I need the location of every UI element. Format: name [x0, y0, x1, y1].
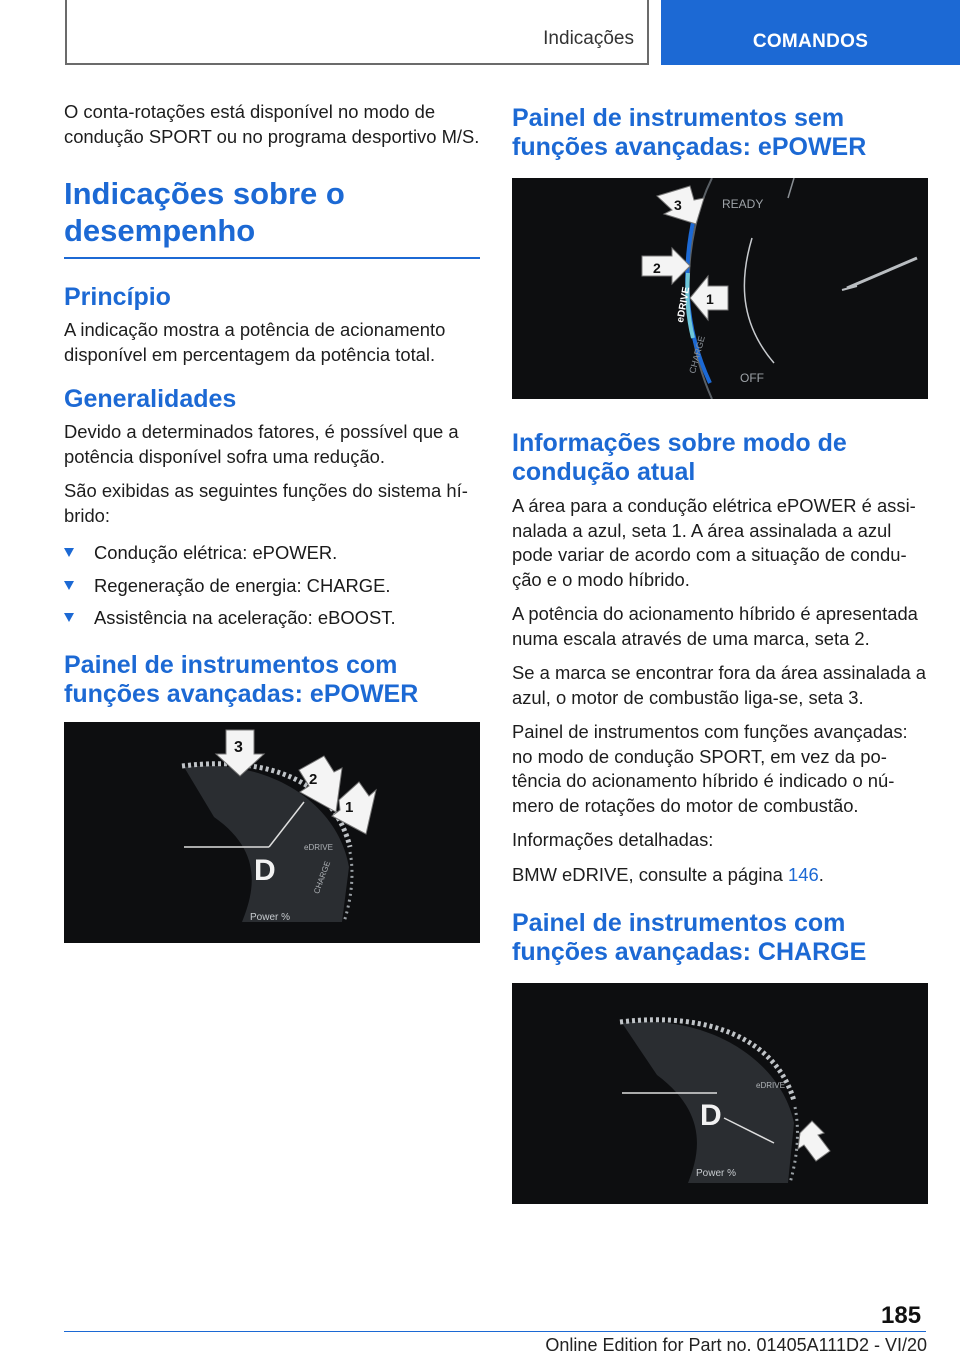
- footer-rule: [64, 1331, 926, 1332]
- triangle-bullet-icon: [64, 581, 74, 590]
- figure-advanced-epower: [64, 722, 480, 943]
- charge-label: CHARGE: [687, 334, 707, 375]
- off-label: OFF: [740, 371, 764, 385]
- header-rule-right: [647, 0, 649, 64]
- principio-text: A indicação mostra a potência de acionamento disponível em percentagem da potência total.: [64, 319, 446, 365]
- heading-generalidades: Generalidades: [64, 385, 237, 413]
- page-reference-link[interactable]: 146: [788, 863, 819, 885]
- hybrid-functions-list: [64, 541, 480, 631]
- power-percent-label: Power %: [696, 1168, 737, 1179]
- triangle-bullet-icon: [64, 613, 74, 622]
- footer-edition-text: Online Edition for Part no. 01405A111D2 - VI/20: [545, 1335, 927, 1355]
- triangle-bullet-icon: [64, 548, 74, 557]
- svg-text:1: 1: [345, 798, 354, 816]
- svg-text:1: 1: [706, 291, 714, 307]
- header-section-title: Indicações: [543, 28, 634, 49]
- svg-text:3: 3: [674, 197, 682, 213]
- page-number: 185: [881, 1302, 922, 1329]
- figure-basic-epower: [512, 178, 928, 399]
- intro-paragraph: O conta-rotações está disponível no modo de condução SPORT ou no programa desportivo M/S.: [64, 101, 480, 147]
- heading-advanced-epower: Painel de instrumentos com funções avançadas: ePOWER: [64, 650, 419, 708]
- ready-label: READY: [722, 197, 764, 211]
- info-paragraph-5: Informações detalhadas:: [512, 829, 714, 850]
- gear-indicator: D: [254, 853, 276, 887]
- info-paragraph-2: A potência do acionamento híbrido é apresentada numa escala através de uma marca, seta 2.: [512, 603, 918, 649]
- list-item: Condução elétrica: ePOWER.: [64, 541, 480, 566]
- info-paragraph-3: Se a marca se encontrar fora da área assinalada a azul, o motor de combustão liga-se, seta 3.: [512, 662, 927, 708]
- svg-text:3: 3: [234, 738, 243, 756]
- generalidades-paragraph-1: Devido a determinados fatores, é possível que a potência disponível sofra uma redução.: [64, 421, 459, 467]
- chapter-title: Indicações sobre o desempenho: [64, 175, 480, 259]
- info-paragraph-1: A área para a condução elétrica ePOWER é assinalada a azul, seta 1. A área assinalada a azul pode variar de acordo com a situação de condução e o modo híbrido.: [512, 495, 916, 590]
- charge-label: CHARGE: [312, 859, 333, 895]
- right-column: [512, 104, 928, 1204]
- heading-advanced-charge: Painel de instrumentos com funções avançadas: CHARGE: [512, 909, 867, 966]
- heading-principio: Princípio: [64, 283, 171, 311]
- edrive-label: eDRIVE: [304, 842, 333, 852]
- callout-arrow-icon: [798, 1121, 830, 1161]
- power-percent-label: Power %: [250, 911, 291, 923]
- gear-indicator: D: [700, 1099, 722, 1132]
- left-column: [64, 100, 480, 943]
- callout-arrow-icon: [642, 248, 690, 284]
- generalidades-paragraph-2: São exibidas as seguintes funções do sistema híbrido:: [64, 480, 468, 526]
- callout-arrow-icon: [657, 186, 704, 224]
- callout-arrow-icon: [690, 276, 728, 320]
- header-rule-bottom: [65, 63, 649, 65]
- list-item: Regeneração de energia: CHARGE.: [64, 574, 480, 599]
- edrive-label: eDRIVE: [675, 286, 693, 324]
- info-paragraph-6: BMW eDRIVE, consulte a página 146.: [512, 863, 824, 885]
- heading-basic-epower: Painel de instrumentos sem funções avançadas: ePOWER: [512, 104, 867, 161]
- header-rule-left: [65, 0, 67, 64]
- heading-current-mode-info: Informações sobre modo de condução atual: [512, 429, 847, 486]
- svg-text:2: 2: [653, 260, 661, 276]
- svg-text:2: 2: [309, 770, 318, 788]
- info-paragraph-4: Painel de instrumentos com funções avançadas: no modo de condução SPORT, em vez da potência do acionamento híbrido é indicado o número de rotações do motor de combustão.: [512, 721, 908, 816]
- chapter-tab[interactable]: COMANDOS: [661, 0, 960, 65]
- figure-advanced-charge: [512, 983, 928, 1204]
- edrive-label: eDRIVE: [756, 1081, 785, 1090]
- list-item: Assistência na aceleração: eBOOST.: [64, 606, 480, 631]
